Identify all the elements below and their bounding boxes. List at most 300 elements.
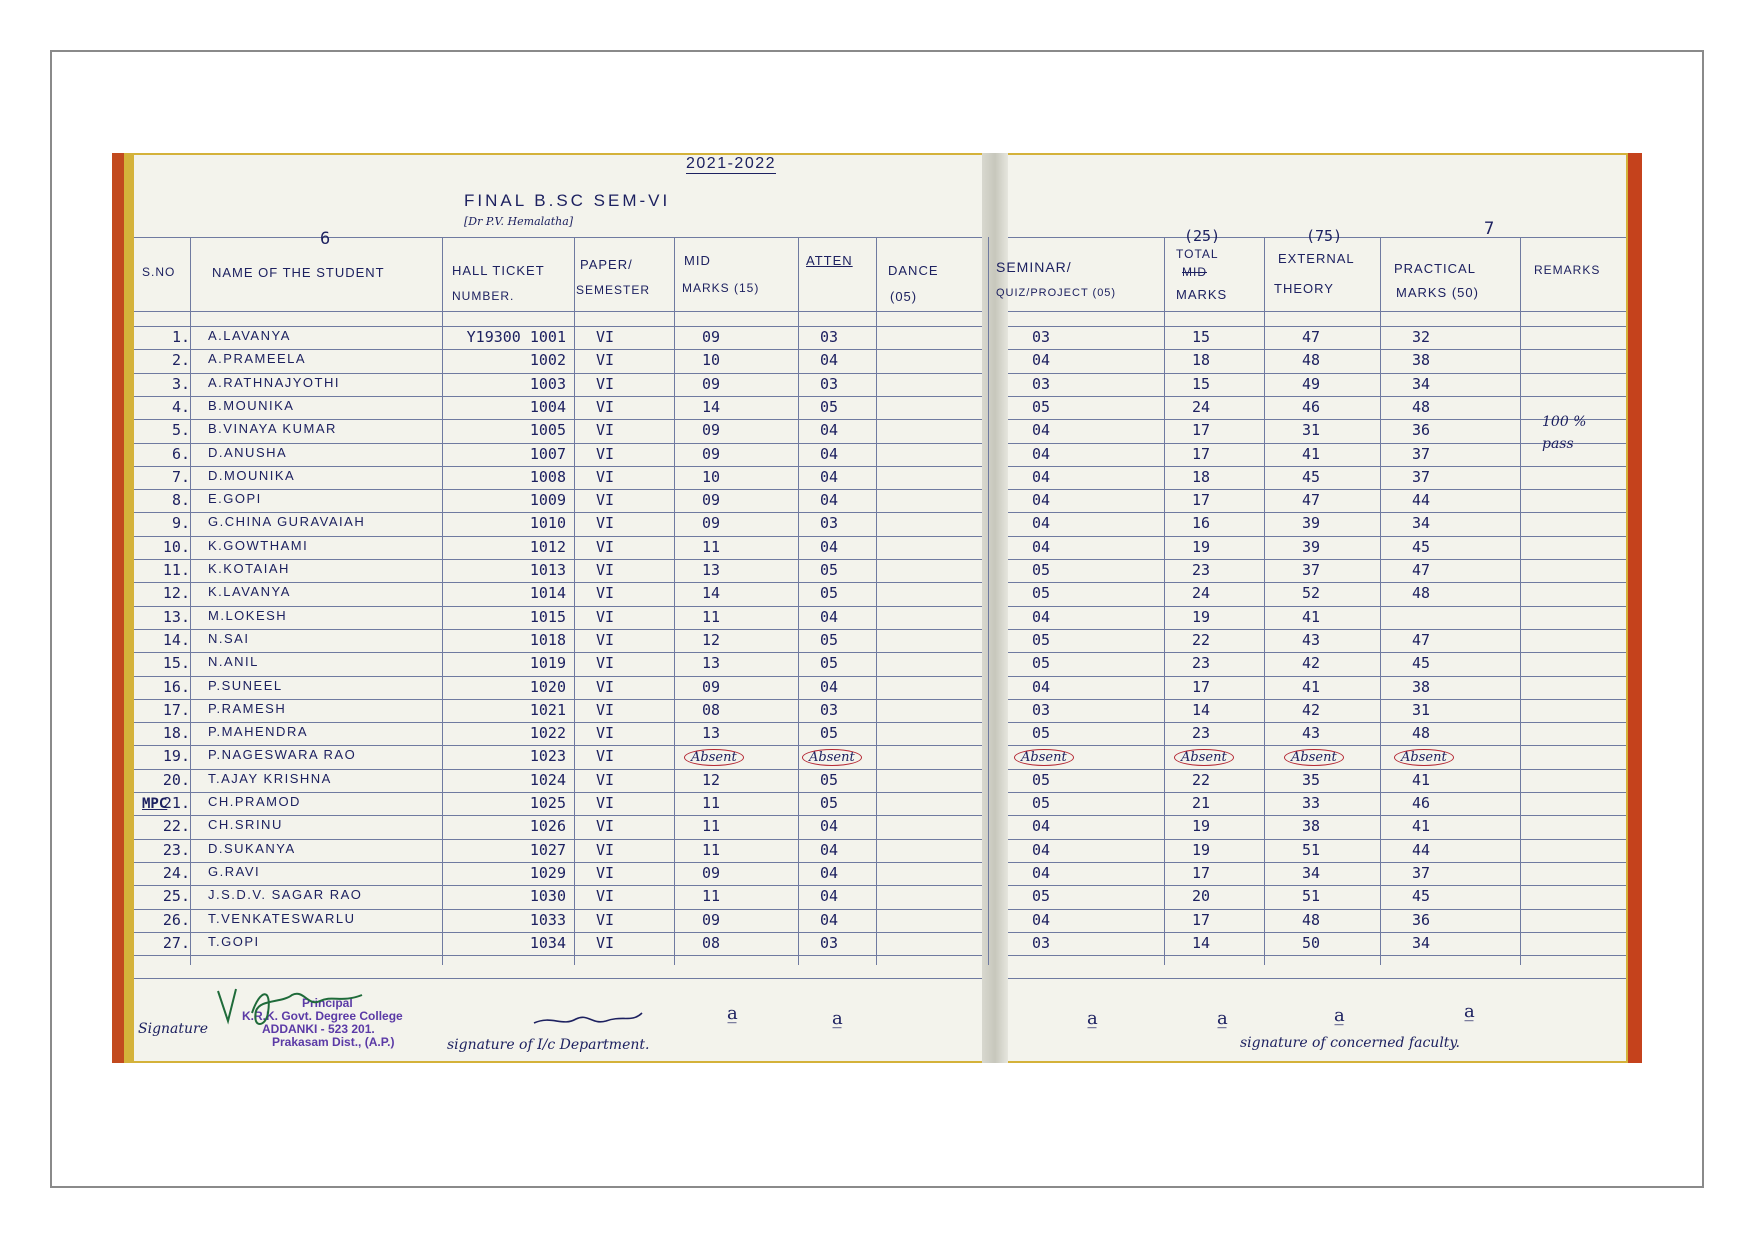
cell-mid: 09 (702, 491, 721, 510)
cell-sno: 3. (171, 374, 190, 393)
principal-signature-label: Signature (138, 1021, 209, 1037)
cell-hall: 1015 (529, 607, 566, 626)
cell-total: 23 (1192, 561, 1211, 579)
cell-att: 05 (820, 584, 839, 603)
col-total-3: MARKS (1176, 287, 1228, 302)
ruled-line (996, 745, 1626, 746)
department-signature-label: signature of I/c Department. (447, 1037, 650, 1053)
ruled-line (996, 311, 1626, 312)
col-external-1: EXTERNAL (1278, 251, 1355, 266)
cell-sem: VI (596, 700, 615, 719)
cell-total: 19 (1192, 607, 1211, 626)
cell-total: 24 (1192, 397, 1211, 416)
cell-prac: 44 (1412, 840, 1431, 859)
cell-sem: VI (596, 677, 615, 696)
cell-theory: 51 (1302, 887, 1321, 906)
cell-sem-quiz: 04 (1032, 537, 1051, 556)
book-edge-right (1628, 153, 1642, 1063)
cell-sem: VI (596, 584, 615, 603)
cell-prac: 45 (1412, 887, 1431, 906)
column-divider (574, 237, 575, 965)
cell-sem-quiz: 05 (1032, 770, 1051, 789)
initial-mark-atten: a̲ (832, 1008, 843, 1029)
ruled-line (996, 815, 1626, 816)
ruled-line (996, 792, 1626, 793)
cell-hall: 1025 (529, 794, 566, 812)
principal-signature (212, 983, 382, 1033)
cell-mid: 11 (702, 794, 721, 812)
cell-sem-quiz: 04 (1032, 840, 1051, 859)
cell-hall: 1029 (529, 863, 566, 882)
cell-sem-quiz (1014, 747, 1074, 765)
cell-prac: 34 (1412, 514, 1431, 533)
cell-theory: 46 (1302, 397, 1321, 416)
cell-total: 14 (1192, 700, 1211, 719)
total-max-marks: (25) (1184, 227, 1221, 245)
cell-theory: 42 (1302, 700, 1321, 719)
cell-sem-quiz: 05 (1032, 397, 1051, 416)
cell-name: D.ANUSHA (208, 444, 288, 460)
cell-name: A.PRAMEELA (208, 351, 307, 367)
stamp-line-4: Prakasam Dist., (A.P.) (272, 1035, 395, 1049)
cell-sem-quiz: 05 (1032, 630, 1051, 649)
cell-att: 05 (820, 794, 839, 812)
cell-theory: 47 (1302, 328, 1321, 346)
cell-att: 04 (820, 491, 839, 510)
cell-theory: 38 (1302, 817, 1321, 836)
ruled-line (996, 932, 1626, 933)
ruled-line (134, 885, 994, 886)
cell-sno: 4. (171, 397, 190, 416)
cell-total: 17 (1192, 677, 1211, 696)
cell-sem: VI (596, 817, 615, 836)
cell-hall: 1018 (529, 630, 566, 649)
cell-name: M.LOKESH (208, 607, 288, 623)
ruled-line (996, 629, 1626, 630)
cell-sno: 7. (171, 467, 190, 486)
ruled-line (996, 489, 1626, 490)
cell-name: T.VENKATESWARLU (208, 910, 356, 926)
ruled-line (996, 326, 1626, 327)
cell-hall: 1014 (529, 584, 566, 603)
cell-sem: VI (596, 444, 615, 463)
cell-sno: 20. (162, 770, 190, 789)
cell-mid: 14 (702, 584, 721, 603)
cell-sem-quiz: 05 (1032, 794, 1051, 812)
cell-prac: 41 (1412, 817, 1431, 836)
cell-total: 23 (1192, 654, 1211, 673)
cell-prac: 47 (1412, 561, 1431, 579)
cell-name: P.MAHENDRA (208, 724, 309, 740)
cell-theory: 34 (1302, 863, 1321, 882)
cell-att: 04 (820, 677, 839, 696)
cell-mid (684, 747, 744, 765)
cell-mid: 11 (702, 607, 721, 626)
cell-sem-quiz: 03 (1032, 374, 1051, 393)
cell-hall: 1024 (529, 770, 566, 789)
absent-mark: Absent (684, 749, 744, 766)
cell-hall: Y19300 1001 (466, 328, 566, 346)
ruled-line (996, 349, 1626, 350)
page-number-right: 7 (1484, 219, 1495, 239)
col-name: NAME OF THE STUDENT (212, 265, 385, 280)
column-divider (1520, 237, 1521, 965)
ruled-line (134, 606, 994, 607)
cell-att: 04 (820, 887, 839, 906)
ruled-line (134, 839, 994, 840)
col-paper-1: PAPER/ (580, 257, 633, 272)
cell-sno: 23. (162, 840, 190, 859)
column-divider (1380, 237, 1381, 965)
col-dance-1: DANCE (888, 263, 939, 278)
cell-prac: 38 (1412, 677, 1431, 696)
initial-mark-seminar: a̲ (1087, 1008, 1098, 1029)
ruled-line (134, 443, 994, 444)
cell-sem: VI (596, 491, 615, 510)
cell-sno: 24. (162, 863, 190, 882)
academic-year: 2021-2022 (686, 155, 777, 172)
cell-mid: 10 (702, 351, 721, 370)
ruled-line (996, 676, 1626, 677)
cell-sem-quiz: 05 (1032, 887, 1051, 906)
cell-prac: 48 (1412, 584, 1431, 603)
stamp-line-3: ADDANKI - 523 201. (262, 1022, 375, 1036)
cell-sem: VI (596, 654, 615, 673)
cell-att: 04 (820, 444, 839, 463)
cell-name: P.SUNEEL (208, 677, 283, 693)
cell-hall: 1012 (529, 537, 566, 556)
cell-mid: 12 (702, 630, 721, 649)
cell-prac: 45 (1412, 537, 1431, 556)
cell-name: B.VINAYA KUMAR (208, 421, 337, 437)
col-practical-1: PRACTICAL (1394, 261, 1476, 276)
cell-sem: VI (596, 933, 615, 952)
ruled-line (996, 862, 1626, 863)
cell-total: 22 (1192, 630, 1211, 649)
cell-sno: 2. (171, 351, 190, 370)
cell-att: 05 (820, 770, 839, 789)
cell-mid: 12 (702, 770, 721, 789)
cell-total: 17 (1192, 444, 1211, 463)
cell-name: B.MOUNIKA (208, 397, 295, 413)
col-hall-1: HALL TICKET (452, 263, 545, 278)
cell-att: 05 (820, 397, 839, 416)
stamp-line-2: K.R.K. Govt. Degree College (242, 1009, 403, 1023)
cell-att: 03 (820, 933, 839, 952)
absent-mark: Absent (1394, 749, 1454, 766)
cell-theory: 43 (1302, 724, 1321, 743)
cell-prac: 41 (1412, 770, 1431, 789)
cell-name: K.LAVANYA (208, 584, 291, 600)
ruled-line (996, 978, 1626, 979)
cell-mid: 11 (702, 840, 721, 859)
cell-sem-quiz: 04 (1032, 351, 1051, 370)
cell-total: 21 (1192, 794, 1211, 812)
cell-total: 20 (1192, 887, 1211, 906)
cell-mid: 08 (702, 700, 721, 719)
cell-name: T.GOPI (208, 933, 260, 949)
ruled-line (134, 512, 994, 513)
theory-max-marks: (75) (1306, 227, 1343, 245)
cell-sno: 21. (162, 794, 190, 812)
cell-total (1174, 747, 1234, 765)
cell-name: D.SUKANYA (208, 840, 296, 856)
cell-name: A.RATHNAJYOTHI (208, 374, 340, 390)
cell-sem: VI (596, 863, 615, 882)
cell-prac: 34 (1412, 933, 1431, 952)
cell-total: 17 (1192, 491, 1211, 510)
cell-sno: 1. (171, 328, 190, 346)
cell-att: 05 (820, 654, 839, 673)
ruled-line (134, 978, 994, 979)
cell-mid: 09 (702, 863, 721, 882)
column-divider (442, 237, 443, 965)
cell-sno: 11. (162, 561, 190, 579)
column-divider (988, 237, 989, 965)
column-divider (1264, 237, 1265, 965)
cell-sem-quiz: 05 (1032, 584, 1051, 603)
cell-sno: 18. (162, 724, 190, 743)
col-total-2: MID (1182, 265, 1207, 279)
cell-att: 04 (820, 537, 839, 556)
cell-sem-quiz: 05 (1032, 654, 1051, 673)
ruled-line (996, 536, 1626, 537)
col-total-1: TOTAL (1176, 247, 1219, 261)
cell-sem-quiz: 04 (1032, 677, 1051, 696)
column-divider (798, 237, 799, 965)
cell-hall: 1002 (529, 351, 566, 370)
cell-mid: 11 (702, 817, 721, 836)
ruled-line (996, 512, 1626, 513)
cell-prac: 48 (1412, 724, 1431, 743)
cell-att: 03 (820, 374, 839, 393)
cell-mid: 08 (702, 933, 721, 952)
cell-att: 03 (820, 514, 839, 533)
cell-sno: 19. (162, 747, 190, 766)
cell-mid: 09 (702, 374, 721, 393)
cell-hall: 1019 (529, 654, 566, 673)
cell-sem-quiz: 04 (1032, 444, 1051, 463)
cell-mid: 09 (702, 514, 721, 533)
cell-hall: 1010 (529, 514, 566, 533)
cell-hall: 1021 (529, 700, 566, 719)
cell-sem-quiz: 05 (1032, 724, 1051, 743)
column-divider (674, 237, 675, 965)
cell-sno: 26. (162, 910, 190, 929)
cell-sem: VI (596, 467, 615, 486)
cell-prac: 47 (1412, 630, 1431, 649)
ruled-line (134, 722, 994, 723)
ruled-line (134, 676, 994, 677)
cell-mid: 09 (702, 328, 721, 346)
cell-sem-quiz: 04 (1032, 467, 1051, 486)
cell-sem: VI (596, 561, 615, 579)
cell-att: 04 (820, 607, 839, 626)
cell-hall: 1034 (529, 933, 566, 952)
cell-hall: 1023 (529, 747, 566, 766)
cell-sno: 22. (162, 817, 190, 836)
ruled-line (134, 862, 994, 863)
cell-mid: 13 (702, 724, 721, 743)
initial-mark-theory: a̲ (1334, 1005, 1345, 1026)
cell-theory: 52 (1302, 584, 1321, 603)
ruled-line (134, 932, 994, 933)
remarks-note: 100 % pass (1542, 414, 1587, 452)
ruled-line (134, 373, 994, 374)
cell-mid: 11 (702, 887, 721, 906)
cell-mid: 14 (702, 397, 721, 416)
cell-total: 17 (1192, 910, 1211, 929)
cell-mid: 10 (702, 467, 721, 486)
col-atten: ATTEN (806, 253, 853, 268)
cell-sno: 16. (162, 677, 190, 696)
col-practical-2: MARKS (50) (1396, 285, 1479, 300)
ruled-line (996, 606, 1626, 607)
ruled-line (134, 396, 994, 397)
ruled-line (134, 652, 994, 653)
cell-mid: 09 (702, 677, 721, 696)
cell-theory: 51 (1302, 840, 1321, 859)
ruled-line (134, 792, 994, 793)
cell-sno: 17. (162, 700, 190, 719)
cell-sem: VI (596, 770, 615, 789)
ruled-line (134, 955, 994, 956)
faculty-signature-label: signature of concerned faculty. (1240, 1035, 1460, 1051)
ruled-line (996, 885, 1626, 886)
ruled-line (134, 536, 994, 537)
cell-sem-quiz: 05 (1032, 561, 1051, 579)
initial-mark-mid: a̲ (727, 1003, 738, 1024)
cell-theory: 37 (1302, 561, 1321, 579)
column-divider (876, 237, 877, 965)
cell-mid: 11 (702, 537, 721, 556)
cell-prac: 37 (1412, 467, 1431, 486)
col-hall-2: NUMBER. (452, 289, 515, 303)
cell-hall: 1004 (529, 397, 566, 416)
cell-theory: 50 (1302, 933, 1321, 952)
cell-att: 03 (820, 700, 839, 719)
cell-name: P.NAGESWARA RAO (208, 747, 357, 763)
cell-total: 19 (1192, 840, 1211, 859)
cell-att: 04 (820, 421, 839, 440)
cell-sem: VI (596, 630, 615, 649)
group-label: MPC (142, 796, 168, 812)
ruled-line (996, 652, 1626, 653)
page-number-left: 6 (320, 229, 331, 249)
cell-theory: 35 (1302, 770, 1321, 789)
cell-sem: VI (596, 397, 615, 416)
cell-theory: 48 (1302, 351, 1321, 370)
cell-att: 05 (820, 561, 839, 579)
stamp-line-1: Principal (302, 996, 353, 1010)
cell-theory: 42 (1302, 654, 1321, 673)
cell-name: N.SAI (208, 630, 250, 646)
cell-sno: 27. (162, 933, 190, 952)
cell-sno: 13. (162, 607, 190, 626)
cell-hall: 1030 (529, 887, 566, 906)
ruled-line (134, 349, 994, 350)
cell-total: 15 (1192, 374, 1211, 393)
cell-att (802, 747, 862, 765)
cell-hall: 1009 (529, 491, 566, 510)
ruled-line (134, 629, 994, 630)
ruled-line (996, 699, 1626, 700)
cell-sem-quiz: 03 (1032, 700, 1051, 719)
ruled-line (996, 955, 1626, 956)
cell-prac: 37 (1412, 863, 1431, 882)
cell-hall: 1026 (529, 817, 566, 836)
cell-total: 17 (1192, 421, 1211, 440)
cell-total: 18 (1192, 351, 1211, 370)
ruled-line (134, 419, 994, 420)
ruled-line (996, 443, 1626, 444)
cell-hall: 1022 (529, 724, 566, 743)
ruled-line (134, 699, 994, 700)
col-paper-2: SEMESTER (576, 283, 651, 297)
cell-theory: 45 (1302, 467, 1321, 486)
cell-name: CH.PRAMOD (208, 794, 301, 809)
cell-sem: VI (596, 607, 615, 626)
ruled-line (996, 582, 1626, 583)
col-sno: S.NO (142, 265, 176, 279)
cell-sem: VI (596, 537, 615, 556)
col-remarks: REMARKS (1534, 263, 1601, 277)
ruled-line (134, 745, 994, 746)
cell-att: 04 (820, 910, 839, 929)
cell-theory (1284, 747, 1344, 765)
ruled-line (134, 466, 994, 467)
ruled-line (134, 909, 994, 910)
ruled-line (996, 909, 1626, 910)
initial-mark-practical: a̲ (1464, 1001, 1475, 1022)
cell-hall: 1008 (529, 467, 566, 486)
cell-theory: 31 (1302, 421, 1321, 440)
cell-name: P.RAMESH (208, 700, 287, 716)
cell-total: 14 (1192, 933, 1211, 952)
ruled-line (996, 419, 1626, 420)
cell-mid: 13 (702, 561, 721, 579)
cell-theory: 33 (1302, 794, 1321, 812)
cell-sem: VI (596, 794, 615, 812)
cell-name: T.AJAY KRISHNA (208, 770, 332, 786)
ruled-line (134, 326, 994, 327)
register-photo (112, 153, 1642, 1063)
cell-total: 22 (1192, 770, 1211, 789)
cell-sno: 6. (171, 444, 190, 463)
cell-total: 23 (1192, 724, 1211, 743)
absent-mark: Absent (802, 749, 862, 766)
ruled-line (134, 237, 994, 238)
cell-sem-quiz: 04 (1032, 607, 1051, 626)
cell-theory: 49 (1302, 374, 1321, 393)
ruled-line (996, 722, 1626, 723)
book-edge-left (112, 153, 124, 1063)
ruled-line (996, 559, 1626, 560)
cell-prac: 36 (1412, 421, 1431, 440)
cell-name: G.CHINA GURAVAIAH (208, 514, 366, 530)
column-divider (190, 237, 191, 965)
cell-prac: 44 (1412, 491, 1431, 510)
cell-mid: 09 (702, 421, 721, 440)
cell-sem: VI (596, 351, 615, 370)
cell-prac: 36 (1412, 910, 1431, 929)
col-seminar-1: SEMINAR/ (996, 259, 1072, 275)
col-external-2: THEORY (1274, 281, 1334, 296)
absent-mark: Absent (1014, 749, 1074, 766)
cell-prac: 37 (1412, 444, 1431, 463)
ruled-line (134, 582, 994, 583)
cell-sem-quiz: 03 (1032, 328, 1051, 346)
